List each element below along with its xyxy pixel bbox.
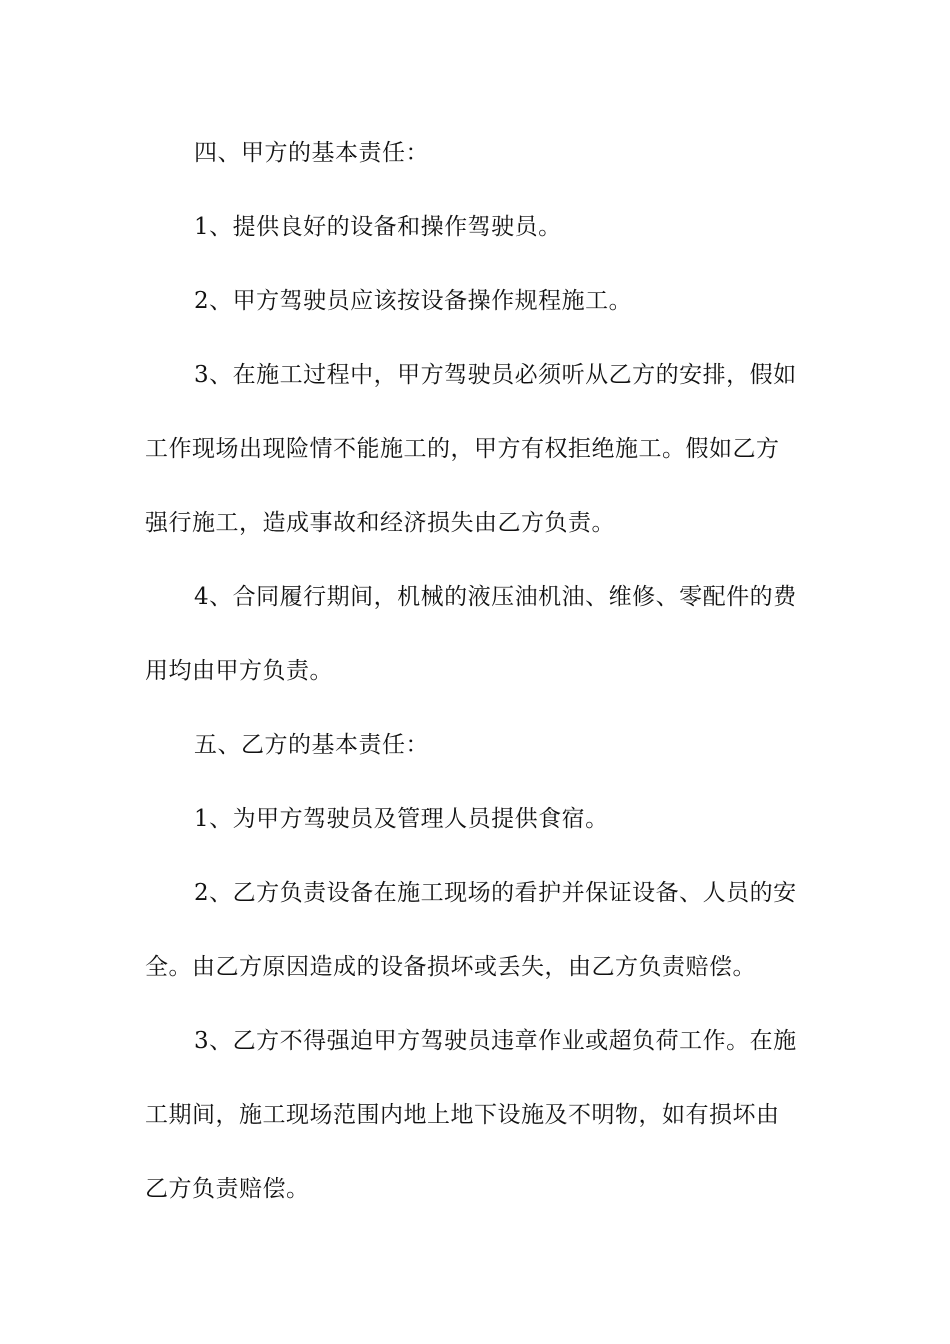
section-four-heading: 四、甲方的基本责任： [194,140,429,166]
paragraph-line: 1、提供良好的设备和操作驾驶员。 [194,214,562,240]
paragraph-line: 3、在施工过程中，甲方驾驶员必须听从乙方的安排，假如 [194,362,797,388]
paragraph-line: 3、乙方不得强迫甲方驾驶员违章作业或超负荷工作。在施 [194,1028,797,1054]
paragraph-line: 2、甲方驾驶员应该按设备操作规程施工。 [194,288,633,314]
paragraph-line: 4、合同履行期间，机械的液压油机油、维修、零配件的费 [194,584,797,610]
paragraph-line: 全。由乙方原因造成的设备损坏或丢失，由乙方负责赔偿。 [145,954,756,980]
paragraph-line: 2、乙方负责设备在施工现场的看护并保证设备、人员的安 [194,880,797,906]
paragraph-line: 强行施工，造成事故和经济损失由乙方负责。 [145,510,615,536]
paragraph-line: 1、为甲方驾驶员及管理人员提供食宿。 [194,806,609,832]
paragraph-line: 用均由甲方负责。 [145,658,333,684]
paragraph-line: 工作现场出现险情不能施工的，甲方有权拒绝施工。假如乙方 [145,436,780,462]
section-five-heading: 五、乙方的基本责任： [194,732,429,758]
paragraph-line: 乙方负责赔偿。 [145,1176,310,1202]
paragraph-line: 工期间，施工现场范围内地上地下设施及不明物，如有损坏由 [145,1102,780,1128]
